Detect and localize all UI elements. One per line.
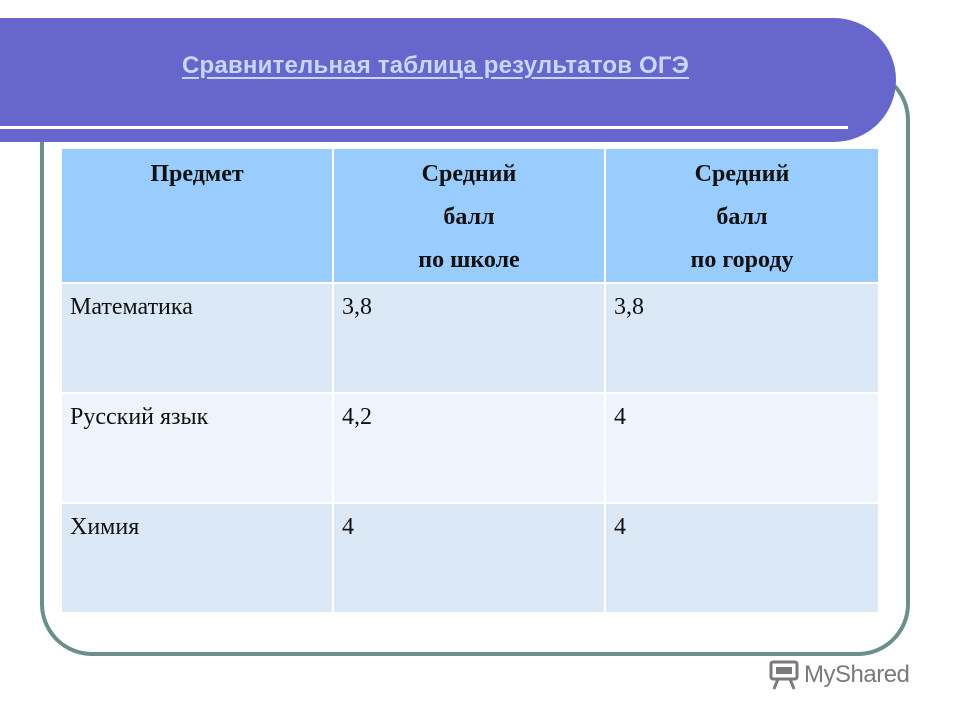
cell-city-score: 3,8 (605, 283, 879, 393)
header-line: Средний (694, 161, 790, 187)
cell-subject: Математика (61, 283, 333, 393)
cell-school-score: 4,2 (333, 393, 605, 503)
cell-city-score: 4 (605, 393, 879, 503)
watermark (768, 658, 909, 692)
header-line: по городу (690, 247, 794, 273)
cell-city-score: 4 (605, 503, 879, 613)
header-subject (61, 148, 333, 283)
slide-title[interactable]: Сравнительная таблица результатов ОГЭ (182, 52, 689, 79)
header-line: балл (716, 204, 768, 230)
header-line: Средний (421, 161, 517, 187)
header-city-average (605, 148, 879, 283)
cell-school-score: 4 (333, 503, 605, 613)
table-row (61, 503, 879, 613)
table-header-row (61, 148, 879, 283)
header-subject-line: Предмет (150, 161, 244, 187)
table-row (61, 283, 879, 393)
cell-subject: Химия (61, 503, 333, 613)
header-line: балл (443, 204, 495, 230)
projector-icon (768, 660, 800, 690)
title-bar (0, 18, 896, 142)
cell-school-score: 3,8 (333, 283, 605, 393)
cell-subject: Русский язык (61, 393, 333, 503)
table-row (61, 393, 879, 503)
results-table (60, 147, 880, 614)
watermark-text: MyShared (804, 661, 910, 688)
header-school-average (333, 148, 605, 283)
header-line: по школе (418, 247, 520, 273)
title-divider (0, 126, 848, 129)
